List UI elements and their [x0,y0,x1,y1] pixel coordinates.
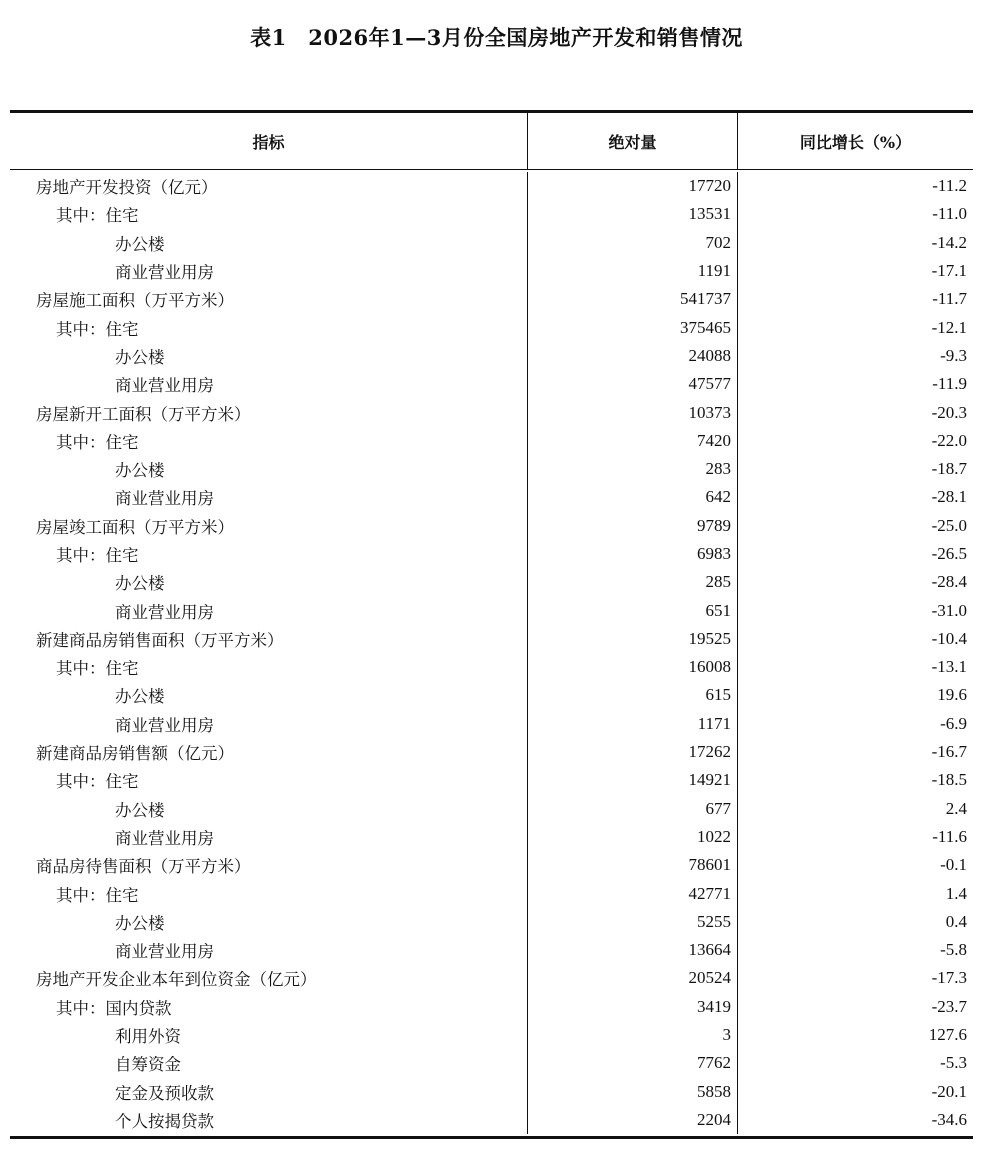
row-label: 个人按揭贷款 [10,1106,528,1134]
table-title: 表1 2026年1—3月份全国房地产开发和销售情况 [250,25,743,50]
row-growth-value: -34.6 [931,1109,967,1129]
row-label: 商业营业用房 [10,596,528,624]
row-absolute-value: 1191 [528,257,738,285]
row-absolute-value: 5255 [528,908,738,936]
row-growth-value: -17.3 [931,968,967,988]
row-label: 其中：住宅 [10,653,528,681]
row-absolute-value: 7762 [528,1049,738,1077]
row-label: 办公楼 [10,455,528,483]
row-growth-value: 19.6 [937,685,967,705]
row-absolute-value: 19525 [528,625,738,653]
table-row [10,1078,973,1106]
table-row [10,596,973,624]
row-label: 利用外资 [10,1021,528,1049]
row-absolute-value: 47577 [528,370,738,398]
row-absolute-value: 283 [528,455,738,483]
table-body [10,170,973,1136]
table-row [10,823,973,851]
table-row [10,738,973,766]
table-row [10,398,973,426]
table-row [10,285,973,313]
table-row [10,257,973,285]
row-growth-value: -20.3 [931,402,967,422]
row-growth-value: -31.0 [931,600,967,620]
row-absolute-value: 677 [528,795,738,823]
row-label: 商品房待售面积（万平方米） [10,851,528,879]
row-growth-value: -9.3 [940,345,967,365]
row-growth-value: -0.1 [940,855,967,875]
row-label: 定金及预收款 [10,1078,528,1106]
row-label: 房地产开发企业本年到位资金（亿元） [10,964,528,992]
table-row [10,795,973,823]
row-label: 房屋新开工面积（万平方米） [10,398,528,426]
row-absolute-value: 375465 [528,313,738,341]
row-growth-value: -22.0 [931,430,967,450]
table-row [10,653,973,681]
row-absolute-value: 78601 [528,851,738,879]
row-absolute-value: 14921 [528,766,738,794]
table-row [10,483,973,511]
table-row [10,313,973,341]
table-row [10,908,973,936]
row-label: 商业营业用房 [10,483,528,511]
row-absolute-value: 24088 [528,342,738,370]
row-label: 其中：住宅 [10,540,528,568]
row-absolute-value: 2204 [528,1106,738,1134]
row-absolute-value: 17720 [528,172,738,200]
table-row [10,540,973,568]
row-growth-value: -11.7 [932,289,967,309]
row-growth-value: -28.1 [931,487,967,507]
row-absolute-value: 642 [528,483,738,511]
table-row [10,342,973,370]
row-growth-value: -13.1 [931,657,967,677]
table-row [10,568,973,596]
table-row [10,512,973,540]
row-absolute-value: 3419 [528,993,738,1021]
row-growth-value: -5.3 [940,1053,967,1073]
row-growth-value: -26.5 [931,544,967,563]
row-growth-value: -5.8 [940,940,967,960]
table-row [10,455,973,483]
row-growth-value: -20.1 [931,1081,967,1101]
row-growth-value: -12.1 [931,317,967,337]
row-growth-value: -11.0 [932,204,967,224]
row-label: 商业营业用房 [10,823,528,851]
row-absolute-value: 1171 [528,710,738,738]
row-absolute-value: 42771 [528,879,738,907]
row-label: 房屋施工面积（万平方米） [10,285,528,313]
row-growth-value: 0.4 [945,911,967,931]
table-header [10,113,973,170]
table-row [10,229,973,257]
table-row [10,964,973,992]
header-growth: 同比增长（%） [799,132,912,152]
table-row [10,1021,973,1049]
row-label: 房地产开发投资（亿元） [10,172,528,200]
table-row [10,1106,973,1134]
table-row [10,851,973,879]
row-growth-value: 2.4 [945,798,967,818]
row-label: 其中：住宅 [10,427,528,455]
row-growth-value: -6.9 [940,713,967,733]
row-absolute-value: 1022 [528,823,738,851]
row-growth-value: 127.6 [928,1025,967,1045]
row-growth-value: -11.2 [932,176,967,196]
row-label: 办公楼 [10,229,528,257]
row-absolute-value: 702 [528,229,738,257]
row-label: 房屋竣工面积（万平方米） [10,512,528,540]
row-label: 其中：住宅 [10,879,528,907]
row-label: 新建商品房销售面积（万平方米） [10,625,528,653]
row-growth-value: -14.2 [931,232,967,252]
row-label: 其中：住宅 [10,766,528,794]
table-row [10,625,973,653]
row-absolute-value: 615 [528,681,738,709]
table-row [10,370,973,398]
row-absolute-value: 541737 [528,285,738,313]
table-row [10,200,973,228]
row-growth-value: -11.9 [932,374,967,394]
row-label: 新建商品房销售额（亿元） [10,738,528,766]
row-label: 其中：住宅 [10,200,528,228]
table-row [10,936,973,964]
row-growth-value: -28.4 [931,572,967,592]
row-label: 办公楼 [10,908,528,936]
row-absolute-value: 16008 [528,653,738,681]
table-row [10,172,973,200]
row-absolute-value: 5858 [528,1078,738,1106]
row-label: 其中：国内贷款 [10,993,528,1021]
row-growth-value: -18.5 [931,770,967,790]
table-row [10,427,973,455]
row-growth-value: -10.4 [931,628,967,648]
table-row [10,879,973,907]
row-absolute-value: 13531 [528,200,738,228]
row-label: 办公楼 [10,681,528,709]
table-row [10,681,973,709]
table-row [10,993,973,1021]
row-growth-value: 1.4 [945,883,967,903]
row-growth-value: -11.6 [932,826,967,846]
row-label: 商业营业用房 [10,257,528,285]
data-table [10,110,973,1139]
row-absolute-value: 7420 [528,427,738,455]
row-absolute-value: 3 [528,1021,738,1049]
row-label: 商业营业用房 [10,710,528,738]
row-absolute-value: 17262 [528,738,738,766]
row-absolute-value: 13664 [528,936,738,964]
row-absolute-value: 651 [528,596,738,624]
table-row [10,1049,973,1077]
row-label: 办公楼 [10,342,528,370]
table-row [10,766,973,794]
row-label: 商业营业用房 [10,370,528,398]
header-indicator: 指标 [10,113,528,169]
row-growth-value: -18.7 [931,459,967,479]
row-growth-value: -16.7 [931,742,967,762]
row-label: 商业营业用房 [10,936,528,964]
row-absolute-value: 6983 [528,540,738,568]
header-absolute: 绝对量 [528,113,738,169]
row-absolute-value: 20524 [528,964,738,992]
row-absolute-value: 285 [528,568,738,596]
row-label: 办公楼 [10,568,528,596]
table-row [10,710,973,738]
row-growth-value: -25.0 [931,515,967,535]
row-absolute-value: 10373 [528,398,738,426]
row-label: 自筹资金 [10,1049,528,1077]
row-label: 其中：住宅 [10,313,528,341]
row-absolute-value: 9789 [528,512,738,540]
row-label: 办公楼 [10,795,528,823]
row-growth-value: -17.1 [931,261,967,281]
row-growth-value: -23.7 [931,996,967,1016]
